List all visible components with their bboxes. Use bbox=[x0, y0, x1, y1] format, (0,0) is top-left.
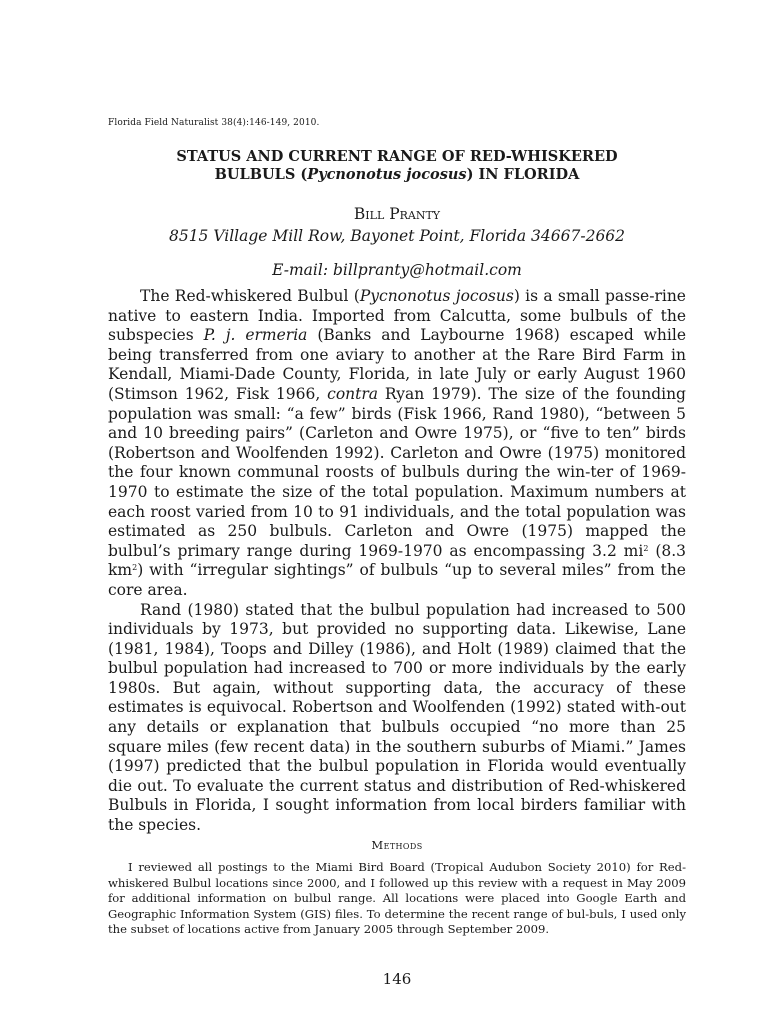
section-heading-methods: Methods bbox=[371, 838, 423, 852]
author-address: 8515 Village Mill Row, Bayonet Point, Florida 34667-2662 bbox=[168, 227, 626, 245]
title-text: ) IN FLORIDA bbox=[466, 166, 580, 183]
methods-paragraph: I reviewed all postings to the Miami Bird Board (Tropical Audubon Society 2010) for Red-whiskered Bulbul locations since 2000, and I followed up this review with a request in May 2009 for additional information on bulbul range. All locations were placed into Google Earth and Geographic Information System (GIS) files. To determine the recent range of bul-buls, I used only the subset of locations active from January 2005 through September 2009. bbox=[108, 860, 686, 937]
superscript: 2 bbox=[132, 563, 138, 573]
author-email: E-mail: billpranty@hotmail.com bbox=[272, 261, 522, 279]
paragraph-1 bbox=[108, 287, 686, 601]
title-line-2 bbox=[108, 166, 686, 184]
article-body bbox=[108, 287, 686, 836]
paragraph-2: Rand (1980) stated that the bulbul population had increased to 500 individuals by 1973, but provided no supporting data. Likewise, Lane (1981, 1984), Toops and Dilley (1986), and Holt (1989) claimed that the bulbul population had increased to 700 or more individuals by the early 1980s. But again, without supporting data, the accuracy of these estimates is equivocal. Robertson and Woolfenden (1992) stated with-out any details or explanation that bulbuls occupied “no more than 25 square miles (few recent data) in the southern suburbs of Miami.” James (1997) predicted that the bulbul population in Florida would eventually die out. To evaluate the current status and distribution of Red-whiskered Bulbuls in Florida, I sought information from local birders familiar with the species. bbox=[108, 600, 686, 835]
author-name: Bill Pranty bbox=[353, 205, 441, 223]
italic-term: contra bbox=[327, 384, 379, 403]
text-run: The Red-whiskered Bulbul ( bbox=[140, 287, 360, 305]
text-run: Ryan 1979). The size of the founding population was small: “a few” birds (Fisk 1966, Rand 1980), “between 5 and 10 breeding pairs” (Carleton and Owre 1975), or “five to ten” birds (Robertson and Woolfenden 1992). Carleton and Owre (1975) monitored the four known communal roosts of bulbuls during the win-ter of 1969-1970 to estimate the size of the total population. Maximum numbers at each roost varied from 10 to 91 individuals, and the total population was estimated as 250 bulbuls. Carleton and Owre (1975) mapped the bulbul’s primary range during 1969-1970 as encompassing 3.2 mi bbox=[108, 384, 686, 560]
text-run: ) is a small passe-rine native to eastern India. Imported from Calcutta, some bulbuls of the subspecies bbox=[108, 287, 686, 345]
article-title bbox=[108, 148, 686, 184]
title-species-name: Pycnonotus jocosus bbox=[307, 166, 467, 183]
title-text: BULBULS ( bbox=[214, 166, 308, 183]
text-run: ) with “irregular sightings” of bulbuls “up to several miles” from the core area. bbox=[108, 561, 686, 599]
superscript: 2 bbox=[643, 543, 649, 553]
species-name: Pycnonotus jocosus bbox=[359, 287, 514, 305]
subspecies-name: P. j. ermeria bbox=[203, 326, 308, 345]
text-run: (8.3 km bbox=[108, 541, 687, 580]
journal-page bbox=[108, 0, 686, 1024]
text-run: (Banks and Laybourne 1968) escaped while being transferred from one aviary to another at the Rare Bird Farm in Kendall, Miami-Dade County, Florida, in late July or early August 1960 (Stimson 1962, Fisk 1966, bbox=[108, 326, 686, 403]
methods-body bbox=[108, 860, 686, 938]
author-block bbox=[108, 203, 686, 281]
running-head: Florida Field Naturalist 38(4):146-149, 2010. bbox=[108, 118, 320, 128]
title-line-1: STATUS AND CURRENT RANGE OF RED-WHISKERED bbox=[176, 148, 618, 165]
page-number: 146 bbox=[382, 970, 412, 988]
